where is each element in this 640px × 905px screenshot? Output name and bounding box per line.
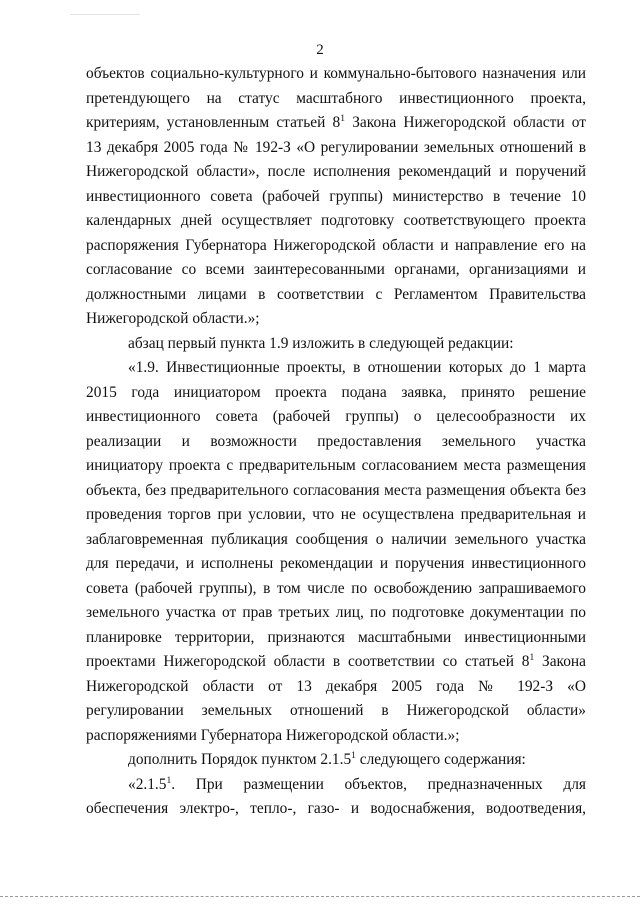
line-text: 2015 года инициатором проекта подана заявка, принято решение (86, 383, 586, 401)
text-line (86, 405, 586, 430)
line-text: обеспечения электро-, тепло-, газо- и водоснабжения, водоотведения, (86, 800, 586, 817)
line-text: календарных дней осуществляет подготовку соответствующего проекта (86, 212, 586, 229)
text-line (86, 601, 586, 626)
text-line (86, 381, 586, 406)
line-text: Нижегородской области.»; (86, 310, 260, 327)
text-line (86, 209, 586, 234)
line-text: распоряжениями Губернатора Нижегородской области.»; (86, 726, 460, 744)
line-text: регулировании земельных отношений в Нижегородской области» (86, 702, 586, 719)
text-line (86, 283, 586, 308)
text-line (86, 430, 586, 455)
line-text: «1.9. Инвестиционные проекты, в отношении которых до 1 марта (128, 359, 586, 376)
text-line (86, 748, 586, 773)
line-text: критериям, установленным статьей $8^1$ (86, 113, 345, 131)
line-text: . При размещении объектов, предназначенных для (171, 775, 586, 793)
page-number: 2 (316, 42, 324, 58)
superscript: 1 (529, 652, 535, 663)
line-text: должностными лицами в соответствии с Регламентом Правительства (86, 285, 586, 303)
text-line (86, 699, 586, 724)
text-line (86, 160, 586, 185)
text-line (86, 454, 586, 479)
text-line (86, 626, 586, 651)
text-line (86, 675, 586, 700)
text-line (86, 87, 586, 112)
text-line (86, 356, 586, 381)
body-text (86, 62, 586, 822)
text-line (86, 332, 586, 357)
superscript: 1 (166, 775, 172, 786)
line-text: для передачи, и исполнены рекомендации и поручения инвестиционного (86, 555, 586, 572)
line-text: планировке территории, признаются масштабными инвестиционными (86, 628, 586, 646)
line-text: Нижегородской области от 13 декабря 2005 года № 192-З «О (86, 677, 586, 695)
line-text: земельного участка от прав третьих лиц, по подготовке документации по (86, 604, 586, 621)
text-line (86, 111, 586, 136)
line-text: реализации и возможности предоставления земельного участка (86, 432, 586, 450)
text-line (86, 136, 586, 161)
text-line (86, 773, 586, 798)
text-line (86, 62, 586, 87)
line-text: распоряжения Губернатора Нижегородской области и направление его на (86, 236, 586, 254)
line-text: инициатору проекта с предварительным согласованием места размещения (86, 457, 586, 474)
text-line (86, 307, 586, 332)
line-text: проектами Нижегородской области в соответствии со статьей $8^1$ (86, 652, 535, 670)
page-bottom-edge (0, 896, 640, 898)
superscript: 1 (340, 113, 345, 124)
text-line (86, 503, 586, 528)
text-line (86, 234, 586, 259)
text-line (86, 185, 586, 210)
line-text: согласование со всеми заинтересованными органами, организациями и (86, 261, 586, 278)
line-text: 13 декабря 2005 года № 192-З «О регулировании земельных отношений в (86, 138, 586, 156)
text-line (86, 577, 586, 602)
line-text: претендующего на статус масштабного инвестиционного проекта, (86, 89, 586, 107)
scan-artifact (70, 14, 140, 15)
text-line (86, 552, 586, 577)
text-line (86, 528, 586, 553)
line-text: Нижегородской области», после исполнения рекомендаций и поручений (86, 163, 586, 180)
superscript: 1 (351, 750, 356, 761)
line-text: совета (рабочей группы), в том числе по освобождению запрашиваемого (86, 579, 586, 597)
line-text: «2.1.5$^1$ (128, 775, 172, 793)
line-text: Закона Нижегородской области от (345, 114, 587, 131)
text-line (86, 479, 586, 504)
line-text: инвестиционного совета (рабочей группы) о целесообразности их (86, 408, 586, 425)
line-text: объектов социально-культурного и коммунально-бытового назначения или (86, 65, 586, 82)
line-text: заблаговременная публикация сообщения о наличии земельного участка (86, 530, 586, 548)
line-text: Закона (534, 653, 586, 670)
line-text: дополнить Порядок пунктом 2.1.5$^1$ (128, 750, 356, 768)
line-text: следующего содержания: (355, 751, 526, 768)
text-line (86, 797, 586, 822)
line-text: проведения торгов при условии, что не осуществлена предварительная и (86, 506, 586, 523)
text-line (86, 724, 586, 749)
line-text: абзац первый пункта 1.9 изложить в следующей редакции: (128, 334, 514, 352)
line-text: объекта, без предварительного согласования места размещения объекта без (86, 481, 586, 499)
line-text: инвестиционного совета (рабочей группы) министерство в течение 10 (86, 187, 586, 205)
text-line (86, 650, 586, 675)
text-line (86, 258, 586, 283)
